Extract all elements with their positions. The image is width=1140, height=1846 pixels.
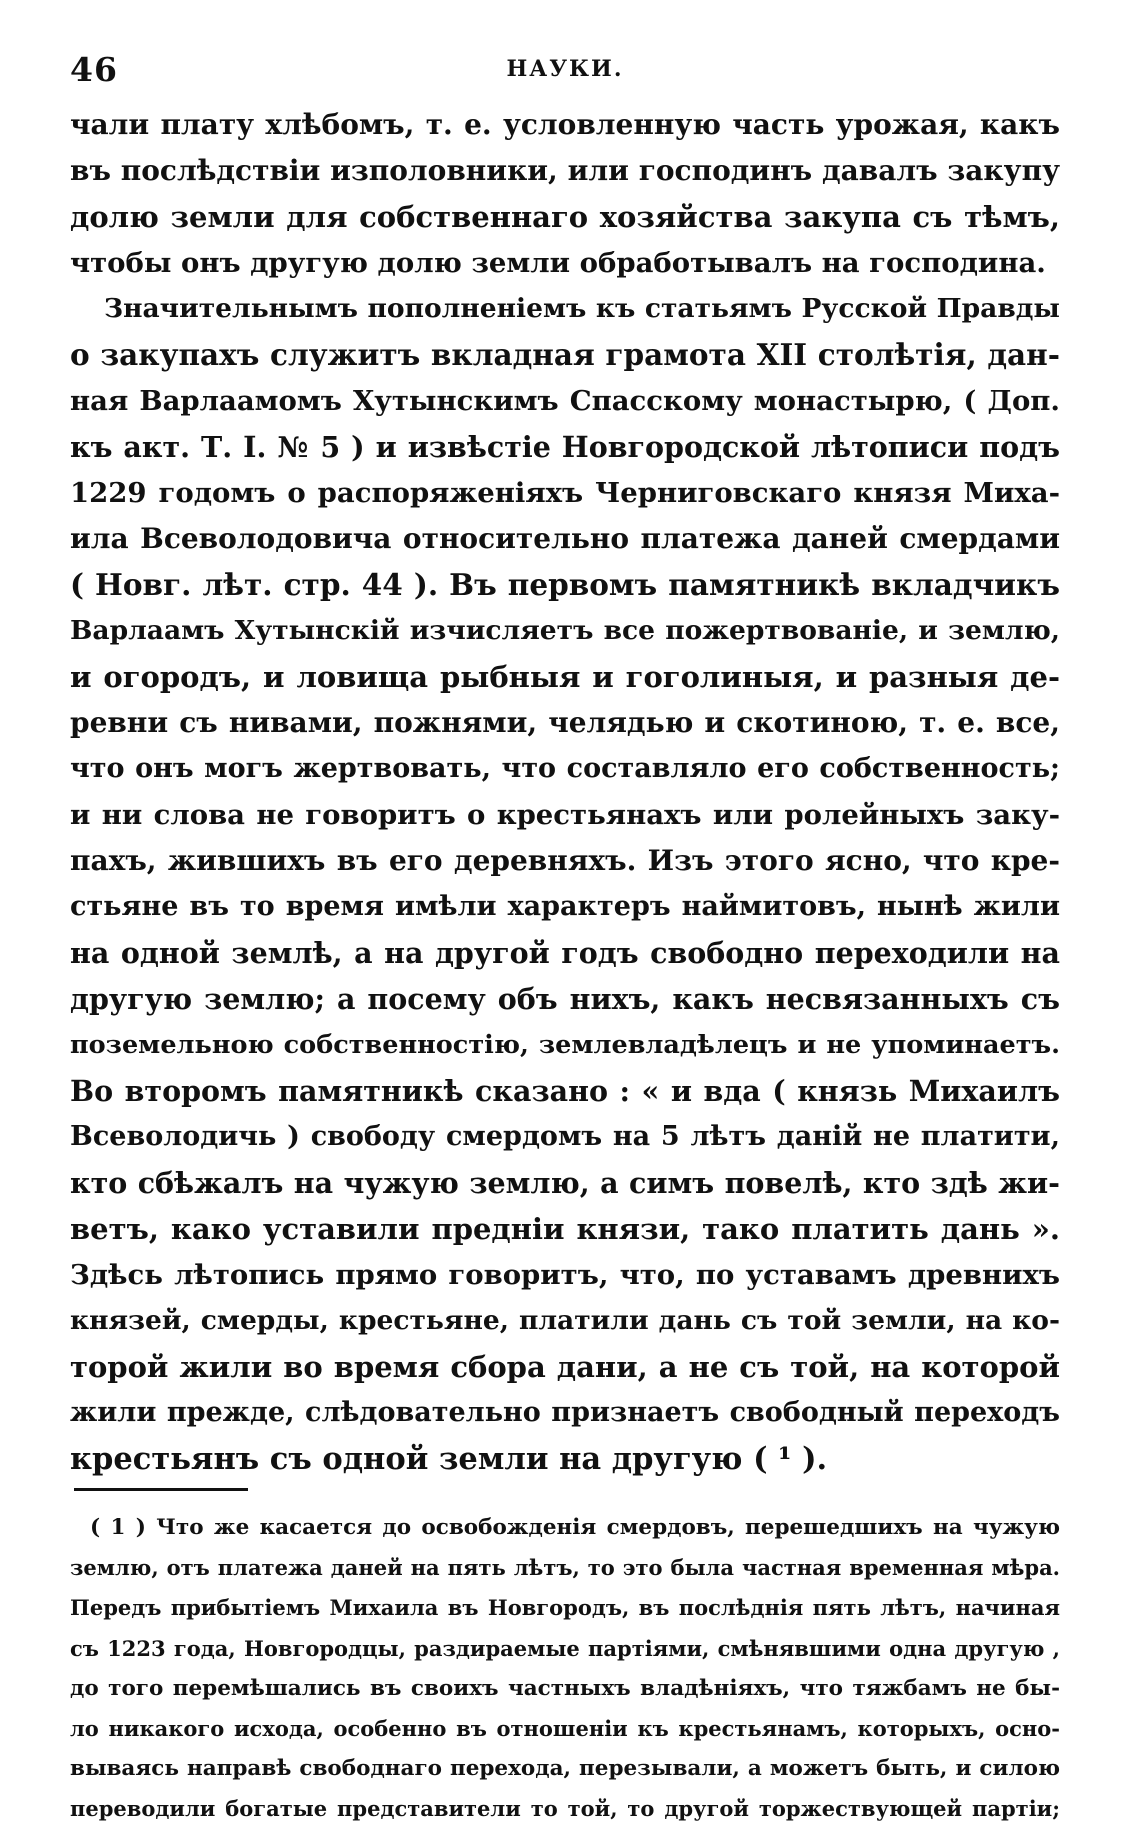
page-number: 46	[70, 50, 118, 89]
text-line: Варлаамъ Хутынскій изчисляетъ все пожертвованіе, и землю,	[70, 615, 1060, 646]
footnote-line: переводили богатые представители то той, то другой торжествующей партіи;	[70, 1796, 1060, 1822]
footnote-line: ло никакого исхода, особенно въ отношеніи къ крестьянамъ, которыхъ, осно-	[70, 1715, 1060, 1741]
footnote-line: ( 1 ) Что же касается до освобожденія смердовъ, перешедшихъ на чужую	[90, 1515, 1060, 1540]
text-line: крестьянъ съ одной земли на другую ( ¹ ).	[70, 1441, 828, 1477]
text-line: 1229 годомъ о распоряженіяхъ Черниговскаго князя Миха-	[70, 477, 1060, 509]
footnote-line: до того перемѣшались въ своихъ частныхъ владѣніяхъ, что тяжбамъ не бы-	[70, 1675, 1060, 1701]
text-line: на одной землѣ, а на другой годъ свободно переходили на	[70, 936, 1060, 970]
text-line: стьяне въ то время имѣли характеръ наймитовъ, нынѣ жили	[70, 891, 1060, 922]
text-line: ная Варлаамомъ Хутынскимъ Спасскому монастырю, ( Доп.	[70, 385, 1060, 417]
text-line: ревни съ нивами, пожнями, челядью и скотиною, т. е. все,	[70, 706, 1060, 739]
text-line: долю земли для собственнаго хозяйства закупа съ тѣмъ,	[70, 200, 1060, 234]
text-line: князей, смерды, крестьяне, платили дань съ той земли, на ко-	[70, 1305, 1060, 1336]
text-line: кто сбѣжалъ на чужую землю, а симъ повелѣ, кто здѣ жи-	[70, 1166, 1060, 1200]
running-head: НАУКИ.	[506, 56, 624, 82]
text-line: жили прежде, слѣдовательно признаетъ свободный переходъ	[70, 1397, 1060, 1428]
text-line: поземельною собственностію, землевладѣлецъ и не упоминаетъ.	[70, 1030, 1060, 1060]
text-line: торой жили во время сбора дани, а не съ той, на которой	[70, 1350, 1060, 1384]
text-line: Здѣсь лѣтопись прямо говоритъ, что, по уставамъ древнихъ	[70, 1259, 1060, 1291]
text-line: ( Новг. лѣт. стр. 44 ). Въ первомъ памятникѣ вкладчикъ	[70, 567, 1060, 602]
footnote-line: съ 1223 года, Новгородцы, раздираемые партіями, смѣнявшими одна другую ,	[70, 1635, 1060, 1661]
footnote-line: Передъ прибытіемъ Михаила въ Новгородъ, въ послѣднія пять лѣтъ, начиная	[70, 1595, 1060, 1621]
text-line: въ послѣдствіи изполовники, или господинъ давалъ закупу	[70, 154, 1060, 187]
text-line: и ни слова не говоритъ о крестьянахъ или ролейныхъ заку-	[70, 799, 1060, 831]
text-line: и огородъ, и ловища рыбныя и гоголиныя, и разныя де-	[70, 660, 1060, 694]
text-line: о закупахъ служитъ вкладная грамота XII столѣтія, дан-	[70, 337, 1060, 372]
text-line: Во второмъ памятникѣ сказано : « и вда ( князь Михаилъ	[70, 1074, 1060, 1108]
text-line: пахъ, жившихъ въ его деревняхъ. Изъ этого ясно, что кре-	[70, 844, 1060, 877]
text-line: Всеволодичь ) свободу смердомъ на 5 лѣтъ даній не платити,	[70, 1121, 1060, 1152]
page-header	[70, 50, 1060, 89]
footnote-line: землю, отъ платежа даней на пять лѣтъ, то это была частная временная мѣра.	[70, 1555, 1060, 1581]
text-line: ветъ, како уставили предніи князи, тако платить дань ».	[70, 1212, 1060, 1246]
text-line: что онъ могъ жертвовать, что составляло его собственность;	[70, 753, 1060, 784]
text-line: ила Всеволодовича относительно платежа даней смердами	[70, 522, 1060, 555]
main-text	[70, 102, 1060, 1482]
text-line: другую землю; а посему объ нихъ, какъ несвязанныхъ съ	[70, 982, 1060, 1016]
footnote-line: вываясь направѣ свободнаго перехода, перезывали, а можетъ быть, и силою	[70, 1756, 1060, 1782]
footnote	[70, 1508, 1060, 1830]
text-line: чали плату хлѣбомъ, т. е. условленную часть урожая, какъ	[70, 108, 1060, 141]
text-line: чтобы онъ другую долю земли обработывалъ на господина.	[70, 247, 1046, 279]
text-line: къ акт. Т. I. № 5 ) и извѣстіе Новгородской лѣтописи подъ	[70, 430, 1060, 464]
footnote-divider	[74, 1488, 248, 1491]
text-line: Значительнымъ пополненіемъ къ статьямъ Русской Правды	[104, 293, 1060, 324]
